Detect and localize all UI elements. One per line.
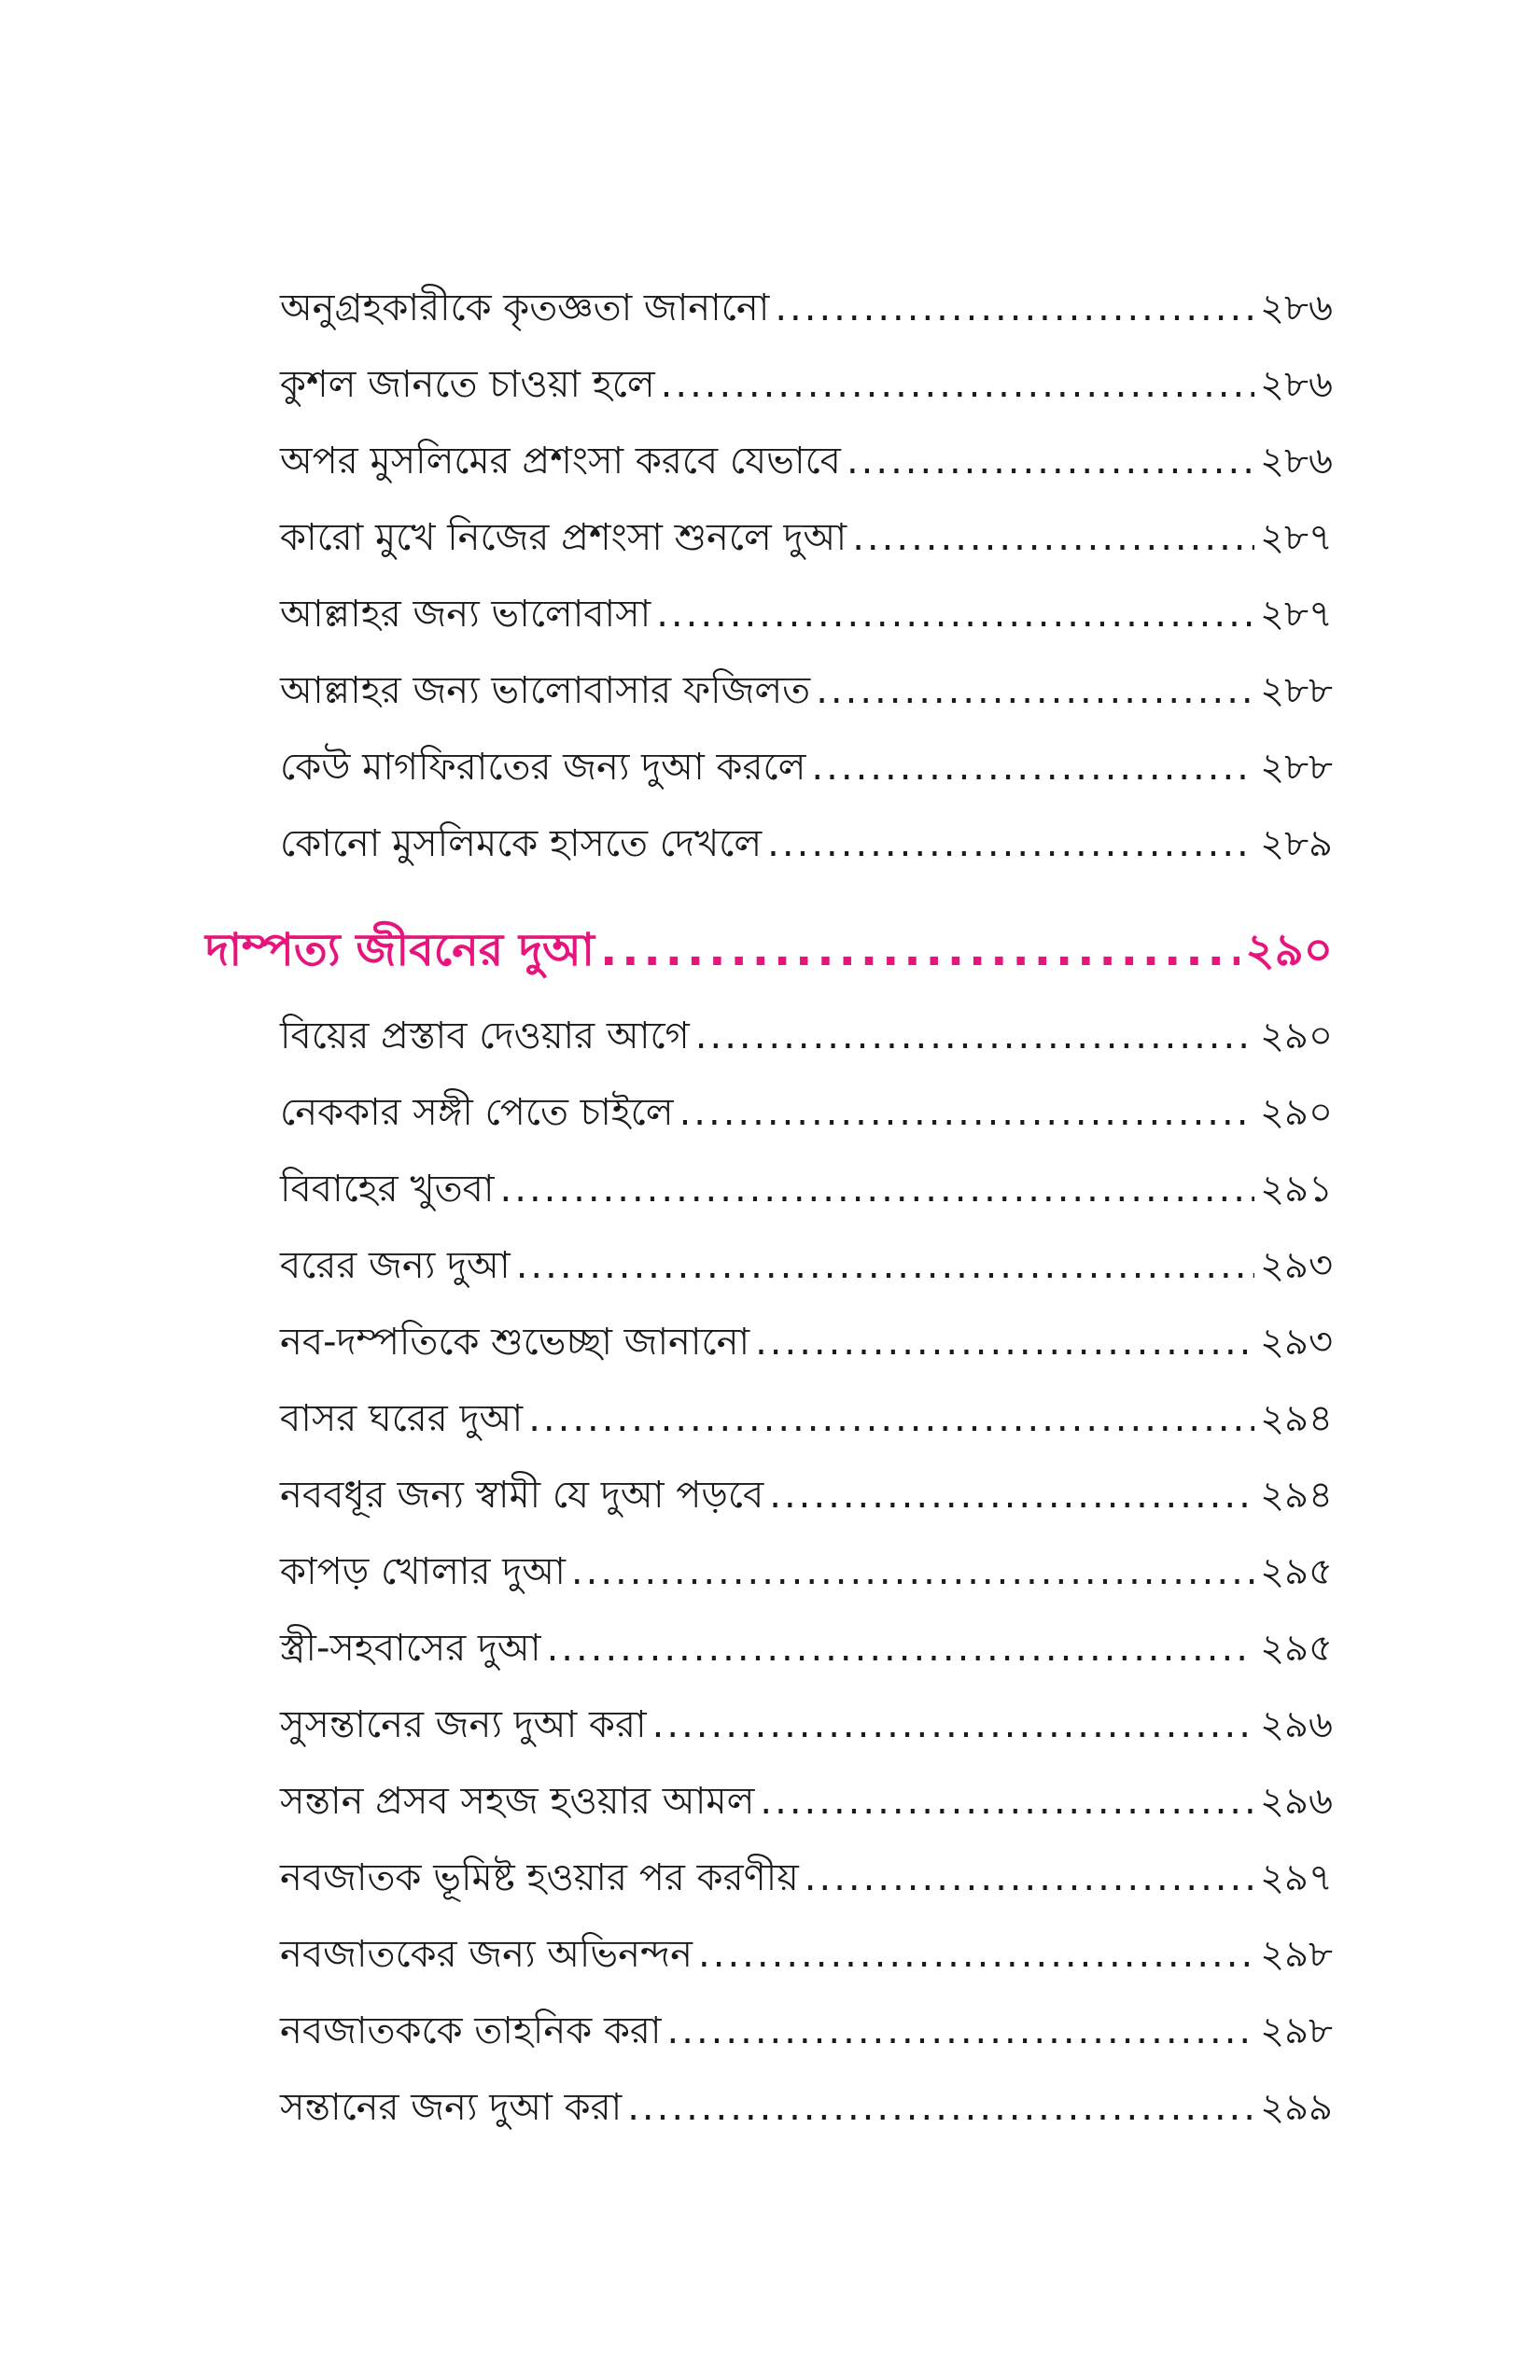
toc-entry-page: ২৯৬ — [1260, 1703, 1333, 1746]
toc-entry-page: ২৮৬ — [1260, 363, 1333, 406]
toc-entry-page: ২৯১ — [1260, 1168, 1333, 1211]
toc-entry-page: ২৮৭ — [1260, 516, 1333, 559]
toc-entry[interactable] — [280, 1926, 1333, 1982]
toc-entry-label: আল্লাহর জন্য ভালোবাসা — [280, 593, 651, 636]
toc-entry[interactable] — [280, 1544, 1333, 1600]
dot-leader — [805, 1850, 1254, 1906]
toc-entry-label: বিবাহের খুতবা — [280, 1168, 495, 1211]
toc-entry-page: ২৯৯ — [1260, 2086, 1333, 2129]
dot-leader — [667, 2003, 1255, 2059]
toc-entry-label: নব-দম্পতিকে শুভেচ্ছা জানানো — [280, 1321, 750, 1364]
toc-entry-label: কোনো মুসলিমকে হাসতে দেখলে — [280, 822, 763, 865]
toc-entry-page: ২৮৮ — [1260, 669, 1333, 712]
dot-leader — [656, 586, 1254, 642]
toc-entry[interactable] — [280, 1085, 1333, 1141]
toc-entry-label: সন্তান প্রসব সহজ হওয়ার আমল — [280, 1780, 755, 1823]
toc-entry-page: ২৯৮ — [1260, 1933, 1333, 1976]
toc-entry-label: বিয়ের প্রস্তাব দেওয়ার আগে — [280, 1015, 690, 1057]
toc-entry[interactable] — [280, 739, 1333, 795]
toc-entry-page: ২৯০ — [1260, 1015, 1333, 1057]
toc-entry-page: ২৮৬ — [1260, 440, 1333, 483]
toc-entry-label: অপর মুসলিমের প্রশংসা করবে যেভাবে — [280, 440, 841, 483]
dot-leader — [679, 1085, 1254, 1141]
toc-entry-page: ২৯৬ — [1260, 1780, 1333, 1823]
toc-entry[interactable] — [280, 280, 1333, 336]
dot-leader — [695, 1008, 1254, 1064]
dot-leader — [571, 1544, 1254, 1600]
dot-leader — [627, 2079, 1254, 2135]
toc-entry-page: ২৮৬ — [1260, 287, 1333, 329]
toc-entry[interactable] — [280, 2079, 1333, 2135]
section-page: ২৯০ — [1245, 924, 1333, 976]
toc-entry[interactable] — [280, 1391, 1333, 1447]
toc-entry-label: কেউ মাগফিরাতের জন্য দুআ করলে — [280, 746, 806, 789]
dot-leader — [547, 1620, 1254, 1676]
dot-leader — [528, 1391, 1254, 1447]
toc-entry[interactable] — [280, 357, 1333, 413]
toc-entry-label: স্ত্রী-সহবাসের দুআ — [280, 1627, 541, 1670]
toc-entry-label: নবজাতককে তাহনিক করা — [280, 2009, 662, 2052]
toc-entry[interactable] — [280, 2003, 1333, 2059]
toc-entry[interactable] — [280, 816, 1333, 872]
dot-leader — [698, 1926, 1254, 1982]
toc-entry-label: অনুগ্রহকারীকে কৃতজ্ঞতা জানানো — [280, 287, 770, 329]
toc-section-heading[interactable] — [205, 913, 1333, 987]
toc-entry-page: ২৯৫ — [1260, 1550, 1333, 1593]
dot-leader — [852, 510, 1254, 566]
toc-entry-page: ২৯৩ — [1260, 1321, 1333, 1364]
toc-entry-page: ২৯৭ — [1260, 1856, 1333, 1899]
toc-entry-label: নববধূর জন্য স্বামী যে দুআ পড়বে — [280, 1474, 764, 1517]
toc-entry-label: কারো মুখে নিজের প্রশংসা শুনলে দুআ — [280, 516, 847, 559]
toc-entry-page: ২৯৪ — [1260, 1397, 1333, 1440]
section-title: দাম্পত্য জীবনের দুআ — [205, 924, 595, 976]
toc-entry-label: বাসর ঘরের দুআ — [280, 1397, 524, 1440]
toc-entry[interactable] — [280, 1008, 1333, 1064]
dot-leader — [816, 663, 1254, 719]
toc-entry[interactable] — [280, 663, 1333, 719]
dot-leader — [775, 280, 1254, 336]
toc-entry[interactable] — [280, 433, 1333, 489]
toc-entry[interactable] — [280, 1620, 1333, 1676]
toc-entry-page: ২৯৫ — [1260, 1627, 1333, 1670]
toc-entry-page: ২৯০ — [1260, 1091, 1333, 1134]
toc-entry-page: ২৮৯ — [1260, 822, 1333, 865]
toc-entry[interactable] — [280, 1697, 1333, 1753]
toc-entry[interactable] — [280, 1161, 1333, 1217]
dot-leader — [500, 1161, 1255, 1217]
toc-entry-label: সুসন্তানের জন্য দুআ করা — [280, 1703, 647, 1746]
dot-leader — [755, 1314, 1254, 1370]
toc-entry-label: কাপড় খোলার দুআ — [280, 1550, 566, 1593]
toc-entry[interactable] — [280, 1850, 1333, 1906]
dot-leader — [760, 1773, 1254, 1829]
dot-leader — [661, 357, 1254, 413]
dot-leader — [847, 433, 1254, 489]
toc-entry-label: সন্তানের জন্য দুআ করা — [280, 2086, 623, 2129]
toc-entry-label: নবজাতকের জন্য অভিনন্দন — [280, 1933, 693, 1976]
toc-entry-page: ২৯৩ — [1260, 1244, 1333, 1287]
toc-entry[interactable] — [280, 1314, 1333, 1370]
toc-entry[interactable] — [280, 1467, 1333, 1523]
dot-leader — [516, 1238, 1254, 1294]
toc-entry[interactable] — [280, 586, 1333, 642]
toc-entry-page: ২৯৮ — [1260, 2009, 1333, 2052]
toc-entry-page: ২৮৭ — [1260, 593, 1333, 636]
dot-leader — [811, 739, 1254, 795]
toc-entry[interactable] — [280, 510, 1333, 566]
toc-entry-label: কুশল জানতে চাওয়া হলে — [280, 363, 655, 406]
dot-leader — [600, 913, 1239, 987]
toc-entry-label: বরের জন্য দুআ — [280, 1244, 511, 1287]
toc-entry-label: নবজাতক ভূমিষ্ট হওয়ার পর করণীয় — [280, 1856, 799, 1899]
toc-entry-page: ২৮৮ — [1260, 746, 1333, 789]
toc-entry[interactable] — [280, 1238, 1333, 1294]
dot-leader — [769, 1467, 1254, 1523]
toc-entry-label: নেককার সঙ্গী পেতে চাইলে — [280, 1091, 674, 1134]
toc-entry-page: ২৯৪ — [1260, 1474, 1333, 1517]
toc-entry-label: আল্লাহর জন্য ভালোবাসার ফজিলত — [280, 669, 811, 712]
dot-leader — [767, 816, 1254, 872]
dot-leader — [652, 1697, 1254, 1753]
toc-entry[interactable] — [280, 1773, 1333, 1829]
